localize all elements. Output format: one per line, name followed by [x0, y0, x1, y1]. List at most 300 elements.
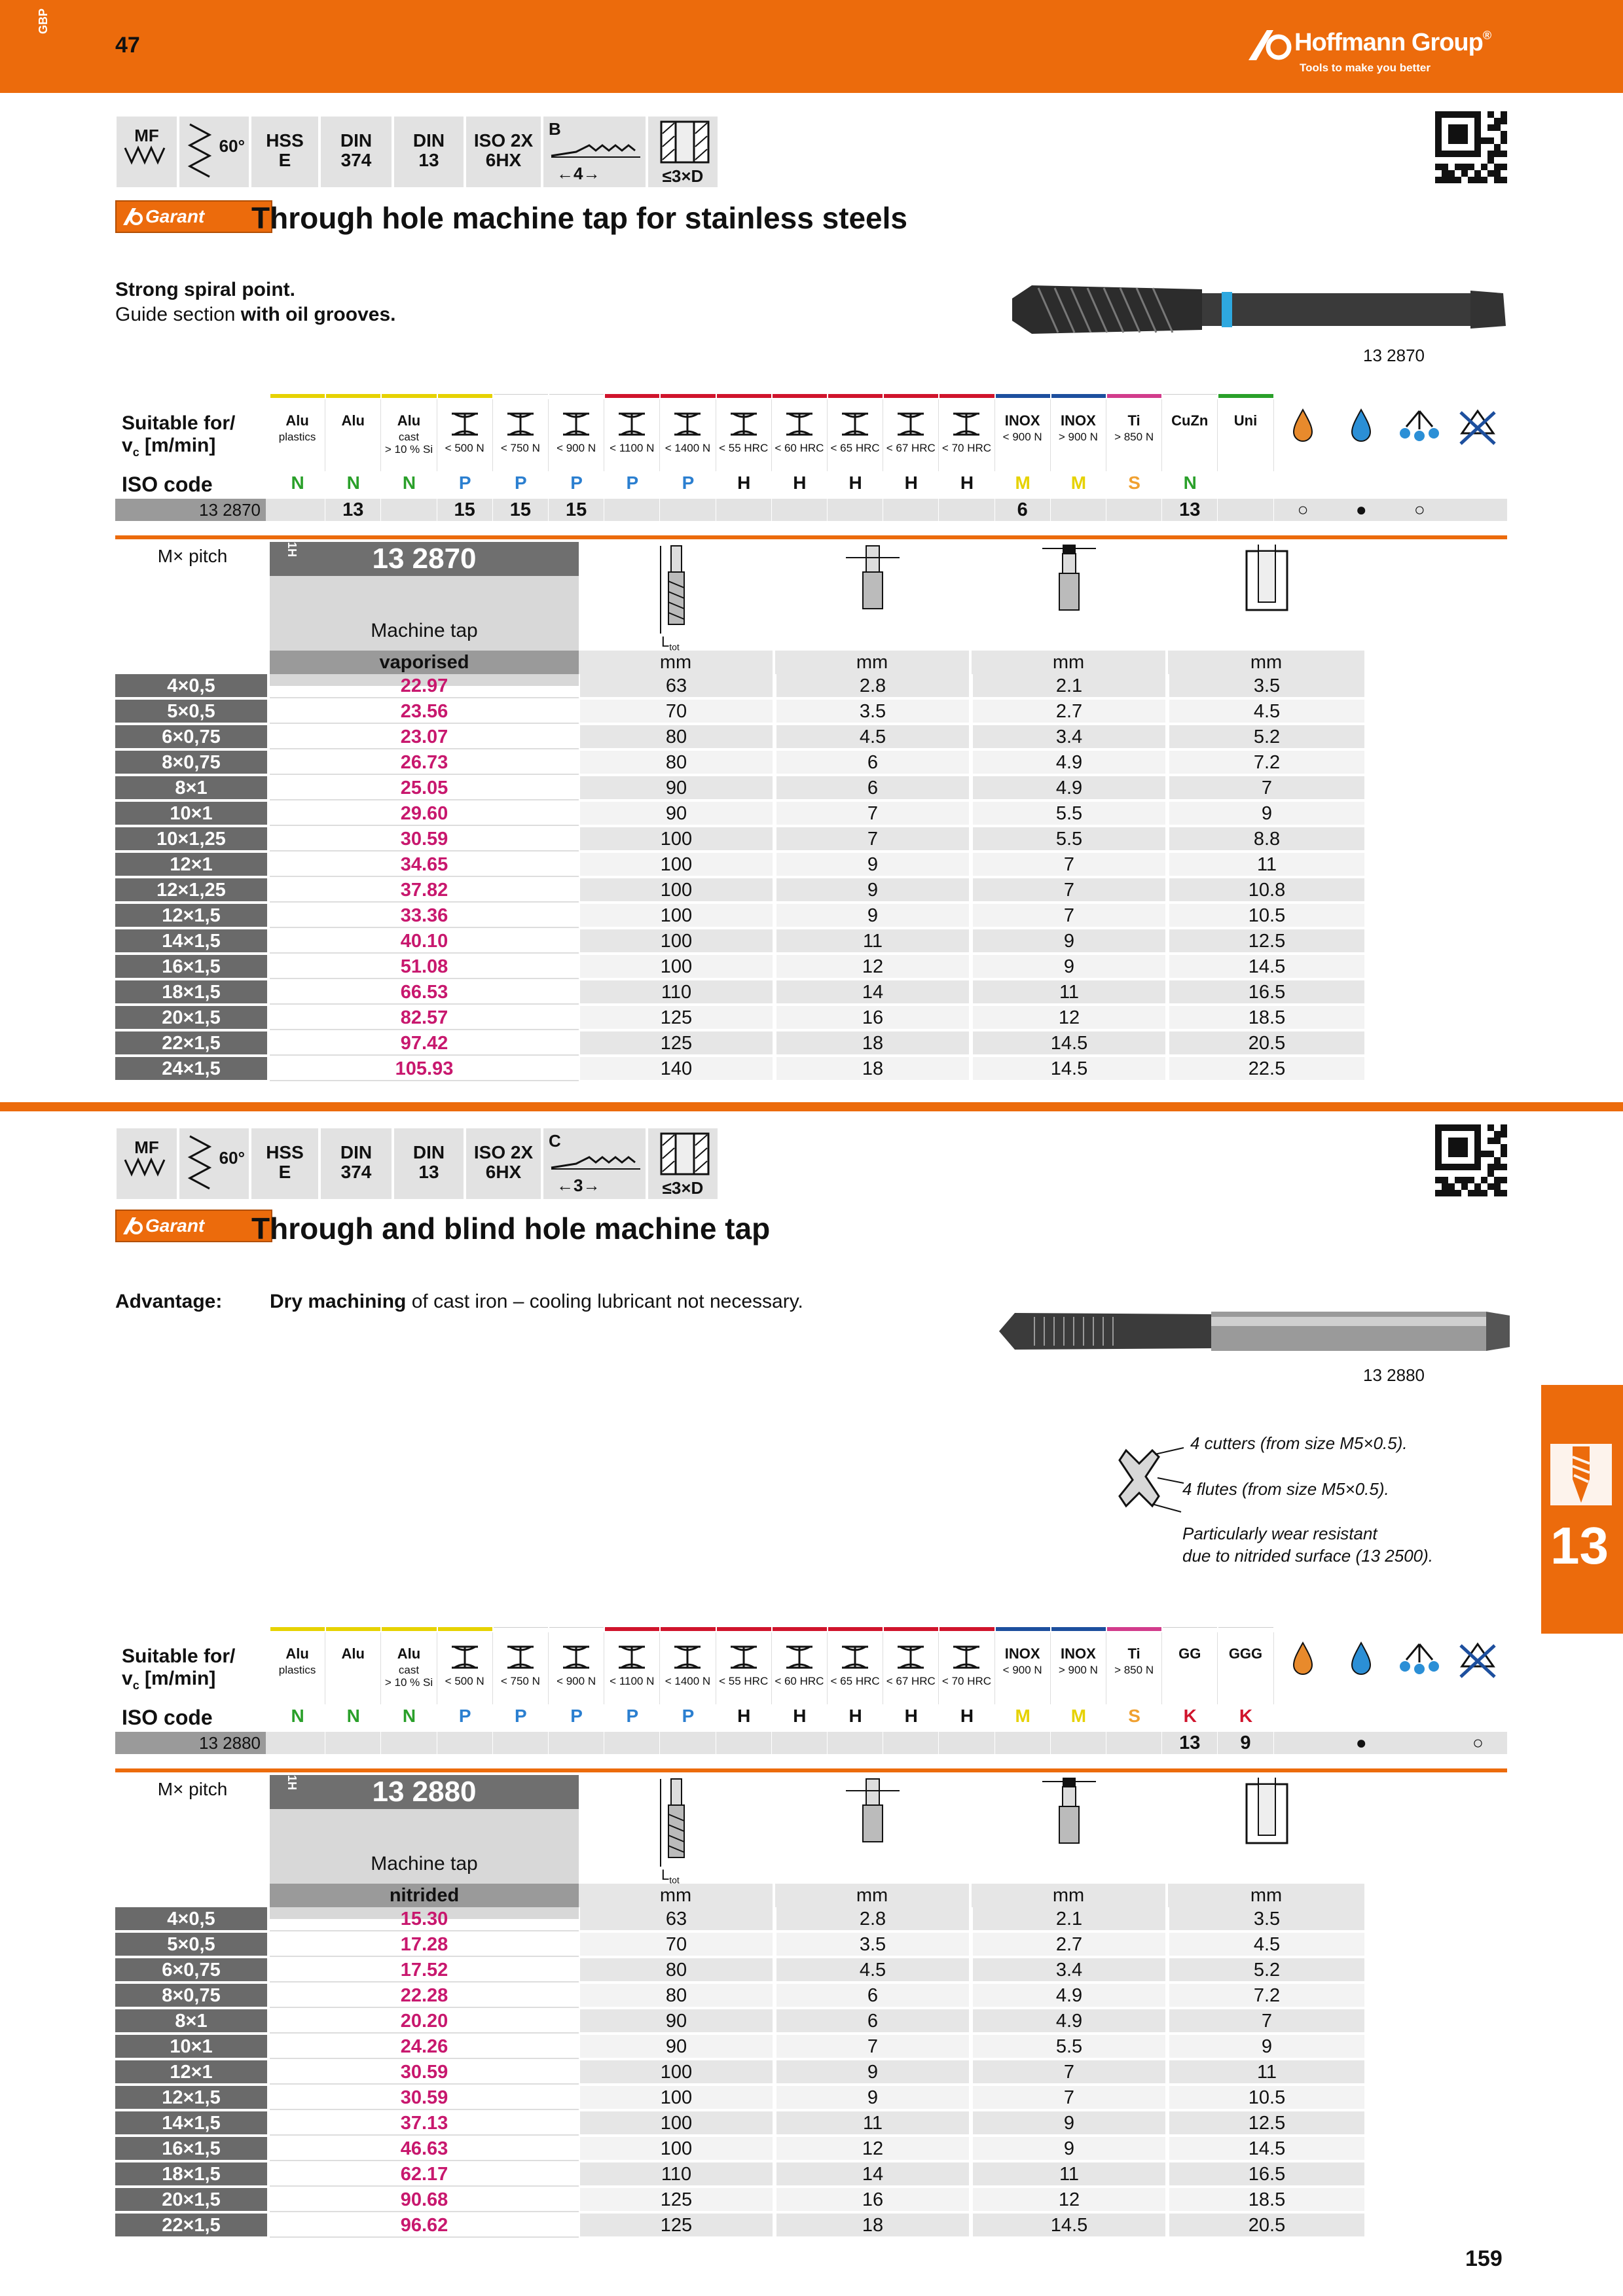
- vc-text: v: [122, 1668, 133, 1689]
- table-row-price[interactable]: 20.20: [270, 2009, 579, 2034]
- material-name: Ti: [1127, 412, 1140, 429]
- table-row-price[interactable]: 30.59: [270, 2086, 579, 2110]
- unit-label: mm: [775, 1884, 969, 1907]
- table-row-price[interactable]: 30.59: [270, 2060, 579, 2085]
- coolant-rating: ●: [1355, 1732, 1367, 1753]
- vc-value: [660, 499, 716, 521]
- chamfer-length: 3: [574, 1175, 583, 1195]
- table-row-price[interactable]: 24.26: [270, 2035, 579, 2059]
- table-row-dimension: 63: [579, 674, 773, 698]
- table-row-size: 4×0,5: [115, 1907, 267, 1931]
- table-row-dimension: 14.5: [972, 1057, 1165, 1081]
- table-row-size: 12×1,25: [115, 878, 267, 903]
- material-name: CuZn: [1171, 412, 1209, 429]
- vc-value: [995, 1732, 1051, 1754]
- table-row-dimension: 20.5: [1168, 2214, 1364, 2238]
- table-row-size: 24×1,5: [115, 1057, 267, 1081]
- table-row-size: 14×1,5: [115, 929, 267, 954]
- article-number: 13 2880: [115, 1732, 266, 1754]
- steel-beam-icon: [672, 1644, 703, 1670]
- suitable-for-text: Suitable for/: [122, 1645, 236, 1667]
- material-color-bar: [605, 1627, 659, 1631]
- material-spec: < 65 HRC: [830, 1675, 880, 1687]
- thread-mf-symbol: [115, 1127, 178, 1200]
- table-row-dimension: 70: [579, 700, 773, 724]
- table-row-dimension: 5.5: [972, 827, 1165, 852]
- table-row-size: 6×0,75: [115, 725, 267, 749]
- vc-value: 13: [1162, 499, 1218, 521]
- vc-value: [493, 1732, 549, 1754]
- dry-machining-icon: [1451, 407, 1504, 446]
- annotation-cutters: 4 cutters (from size M5×0.5).: [1190, 1433, 1408, 1453]
- table-row-size: 8×1: [115, 776, 267, 800]
- material-name: GG: [1178, 1645, 1201, 1662]
- garant-logo-2: [115, 1210, 272, 1242]
- table-row-dimension: 5.2: [1168, 1958, 1364, 1982]
- iso-code: S: [1128, 1706, 1140, 1726]
- iso-code: N: [1183, 473, 1197, 493]
- brand-logo: [1247, 24, 1516, 76]
- advantage-text: [270, 1289, 803, 1314]
- material-name: Alu: [285, 1645, 309, 1662]
- table-row-price[interactable]: 30.59: [270, 827, 579, 852]
- qr-code-icon: [1435, 111, 1507, 183]
- coolant-column: [1449, 1640, 1507, 1683]
- material-spec: < 750 N: [500, 442, 540, 454]
- material-color-bar: [828, 394, 883, 398]
- tap-13-2880-image: [995, 1305, 1512, 1357]
- table-row-dimension: 10.5: [1168, 2086, 1364, 2110]
- steel-beam-icon: [449, 1644, 481, 1670]
- product-type: Machine tap: [270, 1809, 579, 1919]
- table-row-dimension: 9: [1168, 2035, 1364, 2059]
- table-row-price[interactable]: 37.13: [270, 2111, 579, 2136]
- table-row-dimension: 5.5: [972, 2035, 1165, 2059]
- material-column: [828, 399, 883, 471]
- material-spec: < 1100 N: [610, 1675, 655, 1687]
- table-row-size: 12×1,5: [115, 904, 267, 928]
- table-row-price[interactable]: 23.56: [270, 700, 579, 724]
- vc-sub: c: [132, 446, 139, 459]
- table-row-dimension: 5.2: [1168, 725, 1364, 749]
- steel-beam-icon: [839, 1644, 871, 1670]
- suitable-for-text: Suitable for/: [122, 412, 236, 434]
- coolant-rating: ○: [1472, 1732, 1484, 1753]
- material-column: [1051, 1632, 1106, 1704]
- steel-beam-icon: [951, 411, 982, 437]
- oil-drop-icon: [1290, 407, 1316, 444]
- table-row-dimension: 125: [579, 2214, 773, 2238]
- emulsion-drop-icon: [1348, 1640, 1374, 1677]
- iso-code: H: [848, 1706, 862, 1726]
- ltot-sub: tot: [669, 641, 680, 653]
- table-row-dimension: 11: [1168, 853, 1364, 877]
- table-row-size: 18×1,5: [115, 980, 267, 1005]
- material-spec: < 1100 N: [610, 442, 655, 454]
- table-row-price[interactable]: 90.68: [270, 2188, 579, 2212]
- core-hole-icon: [1237, 1775, 1296, 1847]
- table-row-price[interactable]: 22.97: [270, 674, 579, 698]
- table-row-price[interactable]: 62.17: [270, 2162, 579, 2187]
- material-color-bar: [1051, 1627, 1106, 1631]
- table-row-price[interactable]: 17.52: [270, 1958, 579, 1982]
- material-column: [1162, 399, 1218, 471]
- vc-sub: c: [132, 1679, 139, 1692]
- table-row-dimension: 4.5: [775, 725, 969, 749]
- table-row-dimension: 14.5: [1168, 955, 1364, 979]
- garant-mark-icon: [122, 207, 143, 226]
- material-spec: < 900 N: [1002, 1664, 1042, 1676]
- table-row-dimension: 4.5: [1168, 1933, 1364, 1957]
- unit-label: mm: [972, 651, 1165, 674]
- iso-code-label: ISO code: [122, 1706, 213, 1729]
- iso-code: H: [960, 1706, 974, 1726]
- standard-symbol: DIN 13: [393, 1127, 465, 1200]
- table-row-dimension: 8.8: [1168, 827, 1364, 852]
- vc-value: [1051, 499, 1106, 521]
- material-name: Alu: [285, 412, 309, 429]
- table-row-dimension: 9: [775, 853, 969, 877]
- angle-icon: [183, 1134, 216, 1196]
- material-color-bar: [494, 394, 548, 398]
- material-spec: cast > 10 % Si: [384, 431, 433, 456]
- table-row-size: 8×1: [115, 2009, 267, 2034]
- chamfer-form-symbol: B ←4→: [542, 115, 647, 188]
- vc-value: [939, 1732, 994, 1754]
- steel-beam-icon: [895, 1644, 926, 1670]
- annotation-wear-2: due to nitrided surface (13 2500).: [1182, 1546, 1434, 1566]
- thread-label: MF: [134, 1138, 159, 1157]
- table-row-size: 20×1,5: [115, 1006, 267, 1030]
- steel-beam-icon: [728, 411, 759, 437]
- angle-icon: [183, 122, 216, 185]
- coolant-rating: [1391, 1732, 1449, 1754]
- table-row-dimension: 20.5: [1168, 1031, 1364, 1056]
- vc-value: [549, 1732, 604, 1754]
- vc-value: [604, 499, 660, 521]
- table-row-price[interactable]: 105.93: [270, 1057, 579, 1081]
- coolant-column: [1332, 1640, 1391, 1680]
- coolant-column: [1274, 1640, 1332, 1680]
- steel-beam-icon: [672, 411, 703, 437]
- iso-code: M: [1070, 1706, 1087, 1726]
- material-color-bar: [382, 394, 436, 398]
- steel-beam-icon: [728, 1644, 759, 1670]
- table-row-dimension: 4.9: [972, 751, 1165, 775]
- steel-beam-icon: [784, 411, 815, 437]
- material-color-bar: [270, 394, 325, 398]
- material-color-bar: [1218, 1627, 1273, 1631]
- material-color-bar: [494, 1627, 548, 1631]
- table-row-size: 10×1: [115, 802, 267, 826]
- table-row-dimension: 3.4: [972, 1958, 1165, 1982]
- material-column: [604, 1632, 660, 1704]
- table-row-dimension: 80: [579, 1958, 773, 1982]
- table-row-price[interactable]: 26.73: [270, 751, 579, 775]
- material-column: [437, 399, 493, 471]
- iso-code: N: [402, 1706, 416, 1726]
- material-column: [381, 1632, 437, 1704]
- material-name: Alu: [341, 1645, 365, 1662]
- table-row-size: 16×1,5: [115, 2137, 267, 2161]
- material-color-bar: [996, 394, 1050, 398]
- qr-code-icon: [1435, 1124, 1507, 1196]
- square-size-icon: [1040, 542, 1099, 614]
- material-column: [939, 399, 994, 471]
- table-row-size: 12×1,5: [115, 2086, 267, 2110]
- material-spec: > 900 N: [1058, 431, 1098, 443]
- table-row-dimension: 70: [579, 1933, 773, 1957]
- vc-value: [1106, 1732, 1162, 1754]
- table-row-dimension: 10.8: [1168, 878, 1364, 903]
- material-column: [493, 399, 549, 471]
- table-row-price[interactable]: 33.36: [270, 904, 579, 928]
- material-spec: > 850 N: [1114, 1664, 1154, 1676]
- table-row-dimension: 18: [775, 1057, 969, 1081]
- table-row-dimension: 12: [972, 1006, 1165, 1030]
- table-row-price[interactable]: 29.60: [270, 802, 579, 826]
- shank-diameter-icon: [843, 542, 902, 614]
- coating-label: nitrided: [270, 1884, 579, 1907]
- iso-code: H: [848, 473, 862, 493]
- material-column: [772, 399, 828, 471]
- material-color-bar: [549, 394, 604, 398]
- angle-symbol: [178, 115, 250, 188]
- suitable-label: [122, 412, 235, 463]
- table-row-size: 10×1,25: [115, 827, 267, 852]
- table-row-dimension: 6: [775, 776, 969, 800]
- material-column: [270, 1632, 325, 1704]
- table-row-dimension: 2.7: [972, 700, 1165, 724]
- material-spec: plastics: [278, 431, 316, 443]
- table-row-dimension: 9: [775, 878, 969, 903]
- material-color-bar: [939, 394, 994, 398]
- vc-value: 9: [1218, 1732, 1273, 1754]
- chapter-tab[interactable]: [1541, 1385, 1623, 1634]
- vc-value: [270, 499, 325, 521]
- vc-value: [772, 499, 828, 521]
- iso-code: P: [682, 473, 695, 493]
- material-spec: < 1400 N: [665, 442, 711, 454]
- section2-title: Through and blind hole machine tap: [251, 1211, 771, 1246]
- vc-text: v: [122, 435, 133, 456]
- material-spec: < 500 N: [445, 442, 484, 454]
- section1-title: Through hole machine tap for stainless steels: [251, 201, 908, 235]
- chamfer-icon: [550, 1151, 642, 1170]
- material-column: [883, 399, 939, 471]
- table-row-price[interactable]: 66.53: [270, 980, 579, 1005]
- ltot-label: [661, 1867, 680, 1885]
- table-row-dimension: 16.5: [1168, 2162, 1364, 2187]
- table-row-price[interactable]: 17.28: [270, 1933, 579, 1957]
- chapter-number: 13: [1550, 1516, 1609, 1575]
- iso-code: N: [346, 1706, 360, 1726]
- table-row-size: 10×1: [115, 2035, 267, 2059]
- table-row-price[interactable]: 82.57: [270, 1006, 579, 1030]
- vc-value: 13: [325, 499, 381, 521]
- table-row-dimension: 7: [972, 904, 1165, 928]
- material-color-bar: [270, 1627, 325, 1631]
- section1-desc-1: Strong spiral point.: [115, 279, 295, 300]
- vc-value: [939, 499, 994, 521]
- material-color-bar: [1107, 1627, 1161, 1631]
- table-row-price[interactable]: 15.30: [270, 1907, 579, 1931]
- table-top-rule: [115, 535, 1507, 539]
- material-spec: < 750 N: [500, 1675, 540, 1687]
- material-spec: < 900 N: [556, 1675, 596, 1687]
- thread-mf-symbol: [115, 115, 178, 188]
- table-row-price[interactable]: 96.62: [270, 2214, 579, 2238]
- table-row-size: 8×0,75: [115, 1984, 267, 2008]
- chamfer-icon: [550, 139, 642, 158]
- standard-symbol: DIN 374: [319, 115, 393, 188]
- advantage-label: Advantage:: [115, 1291, 223, 1312]
- vc-value: [772, 1732, 828, 1754]
- vc-value: 15: [493, 499, 549, 521]
- iso-code: N: [402, 473, 416, 493]
- table-row-dimension: 14.5: [972, 2214, 1165, 2238]
- material-spec: < 70 HRC: [941, 442, 992, 454]
- material-column: [1218, 1632, 1273, 1704]
- table-row-dimension: 9: [775, 2060, 969, 2085]
- table-row-dimension: 3.4: [972, 725, 1165, 749]
- table-row-dimension: 4.9: [972, 776, 1165, 800]
- vc-value: [828, 1732, 883, 1754]
- garant-mark-icon: [122, 1216, 143, 1236]
- material-color-bar: [1163, 394, 1217, 398]
- table-row-dimension: 80: [579, 725, 773, 749]
- table-row-price[interactable]: 46.63: [270, 2137, 579, 2161]
- table-row-dimension: 2.8: [775, 1907, 969, 1931]
- table-row-price[interactable]: 25.05: [270, 776, 579, 800]
- table-row-dimension: 14: [775, 2162, 969, 2187]
- table-row-dimension: 90: [579, 2035, 773, 2059]
- desc-text: Guide section: [115, 304, 241, 325]
- table-row-dimension: 9: [775, 904, 969, 928]
- vc-value: 15: [549, 499, 604, 521]
- table-row-dimension: 4.5: [775, 1958, 969, 1982]
- iso-code: N: [291, 473, 304, 493]
- material-spec: < 70 HRC: [941, 1675, 992, 1687]
- section-divider: [0, 1102, 1623, 1111]
- vc-value: [1051, 1732, 1106, 1754]
- table-row-price[interactable]: 34.65: [270, 853, 579, 877]
- iso-code: M: [1070, 473, 1087, 493]
- vc-value: [381, 499, 437, 521]
- material-name: INOX: [1004, 412, 1040, 429]
- material-name: Alu: [397, 412, 421, 429]
- thread-profile-icon: [124, 1157, 170, 1177]
- table-row-dimension: 11: [775, 2111, 969, 2136]
- material-spec: < 67 HRC: [886, 442, 936, 454]
- image-caption-1: 13 2870: [1363, 346, 1425, 365]
- shank-diameter-icon: [843, 1775, 902, 1847]
- coolant-column: [1449, 407, 1507, 450]
- table-row-size: 18×1,5: [115, 2162, 267, 2187]
- material-color-bar: [717, 1627, 771, 1631]
- material-column: [270, 399, 325, 471]
- table-row-size: 6×0,75: [115, 1958, 267, 1982]
- table-row-size: 22×1,5: [115, 2214, 267, 2238]
- article-banner: [270, 1775, 579, 1809]
- banner-article: 13 2880: [372, 1776, 477, 1808]
- material-column: [660, 399, 716, 471]
- table-row-dimension: 9: [972, 929, 1165, 954]
- material-name: Uni: [1233, 412, 1258, 429]
- table-row-dimension: 7.2: [1168, 1984, 1364, 2008]
- table-row-price[interactable]: 23.07: [270, 725, 579, 749]
- table-row-size: 5×0,5: [115, 1933, 267, 1957]
- table-row-price[interactable]: 22.28: [270, 1984, 579, 2008]
- table-row-price[interactable]: 37.82: [270, 878, 579, 903]
- article-banner: [270, 542, 579, 576]
- table-row-dimension: 7: [972, 878, 1165, 903]
- material-column: [995, 1632, 1051, 1704]
- table-row-dimension: 14: [775, 980, 969, 1005]
- steel-beam-icon: [560, 411, 592, 437]
- table-row-dimension: 4.5: [1168, 700, 1364, 724]
- product-type: Machine tap: [270, 576, 579, 686]
- table-row-dimension: 2.1: [972, 674, 1165, 698]
- table-row-dimension: 14.5: [1168, 2137, 1364, 2161]
- header-bar: [0, 0, 1623, 93]
- suitable-label: [122, 1645, 235, 1696]
- steel-beam-icon: [616, 411, 647, 437]
- table-row-dimension: 100: [579, 2137, 773, 2161]
- coolant-rating: ○: [1297, 499, 1309, 520]
- iso-code: P: [458, 1706, 471, 1726]
- unit-label: mm: [972, 1884, 1165, 1907]
- table-row-price[interactable]: 51.08: [270, 955, 579, 979]
- material-column: [716, 399, 772, 471]
- garant-logo: [115, 200, 272, 233]
- depth-label: ≤3×D: [662, 1178, 704, 1198]
- table-row-dimension: 80: [579, 751, 773, 775]
- table-row-dimension: 16.5: [1168, 980, 1364, 1005]
- thread-label: MF: [134, 126, 159, 145]
- iso-code: P: [626, 473, 639, 493]
- material-column: [939, 1632, 994, 1704]
- table-row-dimension: 11: [972, 2162, 1165, 2187]
- iso-code: P: [626, 1706, 639, 1726]
- table-row-price[interactable]: 40.10: [270, 929, 579, 954]
- coolant-column: [1274, 407, 1332, 447]
- material-spec: < 65 HRC: [830, 442, 880, 454]
- dimension-header: [972, 542, 1165, 651]
- material-name: Ti: [1127, 1645, 1140, 1662]
- unit-label: mm: [1168, 651, 1364, 674]
- table-row-dimension: 18: [775, 1031, 969, 1056]
- material-column: [325, 399, 381, 471]
- standard-symbol: HSS E: [250, 1127, 319, 1200]
- coolant-column: [1391, 407, 1449, 450]
- depth-label: ≤3×D: [662, 166, 704, 186]
- steel-beam-icon: [449, 411, 481, 437]
- table-row-dimension: 90: [579, 776, 773, 800]
- chamfer-length: 4: [574, 164, 583, 183]
- material-column: [549, 1632, 604, 1704]
- tap-13-2870-image: [1006, 274, 1510, 346]
- steel-beam-icon: [505, 1644, 536, 1670]
- table-row-price[interactable]: 97.42: [270, 1031, 579, 1056]
- vc-value: [1218, 499, 1273, 521]
- vc-value: 13: [1162, 1732, 1218, 1754]
- table-row-dimension: 6: [775, 1984, 969, 2008]
- vc-unit: [m/min]: [139, 1668, 216, 1689]
- table-row-dimension: 12: [972, 2188, 1165, 2212]
- material-spec: > 850 N: [1114, 431, 1154, 443]
- coolant-rating: ●: [1355, 499, 1367, 520]
